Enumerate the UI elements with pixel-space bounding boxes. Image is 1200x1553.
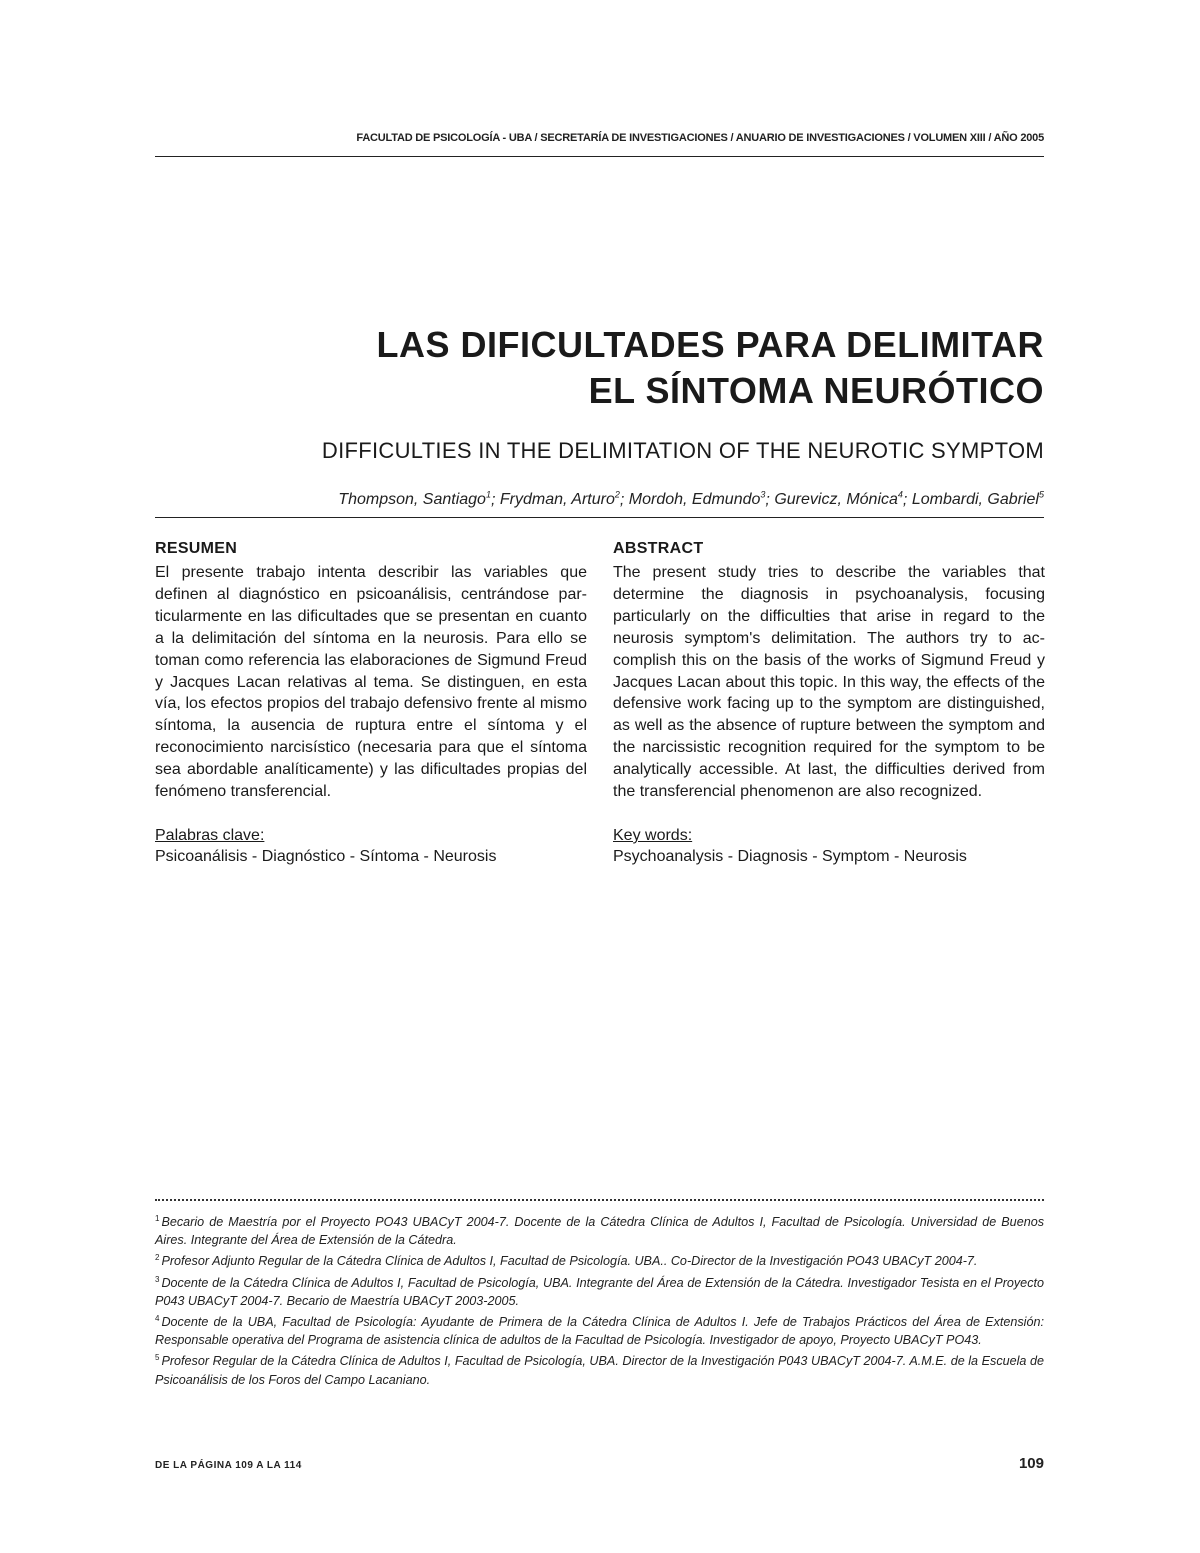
- footnote-mark: 1: [485, 490, 491, 500]
- page-range: DE LA PÁGINA 109 A LA 114: [155, 1460, 302, 1471]
- footnote: $^1$ Becario de Maestría por el Proyecto PO43 UBACyT 2004-7. Docente de la Cátedra Clínica de Adultos I, Facultad de Psicología. Universidad de Buenos Aires. Integrante del Área de Extensión de la Cátedra.: [155, 1214, 1044, 1248]
- footnote-mark: 1: [155, 1214, 160, 1223]
- footnotes: [155, 1210, 1044, 1389]
- footnote: $^3$ Docente de la Cátedra Clínica de Adultos I, Facultad de Psicología, UBA. Integrante del Área de Extensión de la Cátedra. Investigador Tesista en el Proyecto P043 UBACyT 2004-7. Becario de Maestría UBACyT 2003-2005.: [155, 1274, 1044, 1308]
- author: Lombardi, Gabriel$^5$: [911, 490, 1044, 509]
- footnote-mark: 5: [1038, 490, 1044, 500]
- article-title: [155, 322, 1044, 414]
- abstract-column: [613, 540, 1045, 867]
- authors-divider: [155, 517, 1044, 518]
- resumen-body: El presente trabajo intenta describir las variables que definen al diagnóstico en psicoanálisis, centrándose particularmente en las dificultades que se presentan en cuanto a la delimitación del síntoma en la neurosis. Para ello se toman como referencia las elaboraciones de Sigmund Freud y Jacques Lacan relativas al tema. Se distinguen, en esta vía, los efectos propios del trabajo defensivo frente al mismo síntoma, la ausencia de ruptura entre el síntoma y el reconocimiento narcisístico (necesaria para que el síntoma sea abordable analíticamente) y las dificultades propias del fenómeno transferencial.: [155, 564, 587, 801]
- footnote-mark: 4: [897, 490, 903, 500]
- header-divider: [155, 156, 1044, 157]
- footnote: $^5$ Profesor Regular de la Cátedra Clínica de Adultos I, Facultad de Psicología, UBA. Director de la Investigación P043 UBACyT 2004-7. A.M.E. de la Escuela de Psicoanálisis de los Foros del Campo Lacaniano.: [155, 1353, 1044, 1387]
- author-list: Thompson, Santiago$^1$; Frydman, Arturo$^2$; Mordoh, Edmundo$^3$; Gurevicz, Mónica$^4$; Lombardi, Gabriel$^5$: [338, 490, 1044, 509]
- footnote-mark: 2: [155, 1253, 160, 1263]
- footnote-mark: 5: [155, 1353, 160, 1363]
- key-words-label: Key words:: [613, 826, 693, 844]
- title-line-2: EL SÍNTOMA NEURÓTICO: [588, 370, 1044, 411]
- author: Thompson, Santiago$^1$: [338, 490, 491, 509]
- footnote-mark: 3: [760, 490, 766, 500]
- footnote-mark: 4: [155, 1314, 160, 1324]
- palabras-clave-list: Psicoanálisis - Diagnóstico - Síntoma - Neurosis: [155, 847, 497, 865]
- title-line-1: LAS DIFICULTADES PARA DELIMITAR: [376, 324, 1044, 365]
- resumen-column: [155, 540, 587, 867]
- key-words-list: Psychoanalysis - Diagnosis - Symptom - Neurosis: [613, 847, 967, 865]
- author: Frydman, Arturo$^2$: [499, 490, 620, 509]
- footnote: $^2$ Profesor Adjunto Regular de la Cátedra Clínica de Adultos I, Facultad de Psicología. UBA.. Co-Director de la Investigación PO43 UBACyT 2004-7.: [155, 1253, 978, 1269]
- footnote-mark: 3: [155, 1274, 160, 1284]
- author: Mordoh, Edmundo$^3$: [628, 490, 766, 509]
- article-subtitle: DIFFICULTIES IN THE DELIMITATION OF THE NEUROTIC SYMPTOM: [321, 438, 1044, 463]
- resumen-heading: RESUMEN: [155, 540, 238, 557]
- footnote-divider: [155, 1199, 1044, 1201]
- running-header: FACULTAD DE PSICOLOGÍA - UBA / SECRETARÍA DE INVESTIGACIONES / ANUARIO DE INVESTIGACIONES / VOLUMEN XIII / AÑO 2005: [356, 132, 1044, 144]
- footnote: $^4$ Docente de la UBA, Facultad de Psicología: Ayudante de Primera de la Cátedra Clínica de Adultos I. Jefe de Trabajos Prácticos del Área de Extensión: Responsable operativa del Programa de asistencia clínica de adultos de la Facultad de Psicología. Investigador de apoyo, Proyecto UBACyT PO43.: [155, 1314, 1044, 1348]
- page-number: 109: [1018, 1455, 1044, 1472]
- footnote-mark: 2: [614, 490, 620, 500]
- abstract-body: The present study tries to describe the variables that determine the diagnosis in psychoanalysis, focusing particularly on the difficulties that arise in regard to the neurosis symptom's delimitation. The authors try to accomplish this on the basis of the works of Sigmund Freud y Jacques Lacan about this topic. In this way, the effects of the defensive work facing up to the symptom are distinguished, as well as the absence of rupture between the symptom and the narcissistic recognition required for the symptom to be analytically accessible. At last, the difficulties derived from the transferencial phenomenon are also recognized.: [613, 564, 1045, 801]
- abstract-heading: ABSTRACT: [613, 540, 704, 557]
- author: Gurevicz, Mónica$^4$: [774, 490, 903, 509]
- palabras-clave-label: Palabras clave:: [155, 826, 265, 844]
